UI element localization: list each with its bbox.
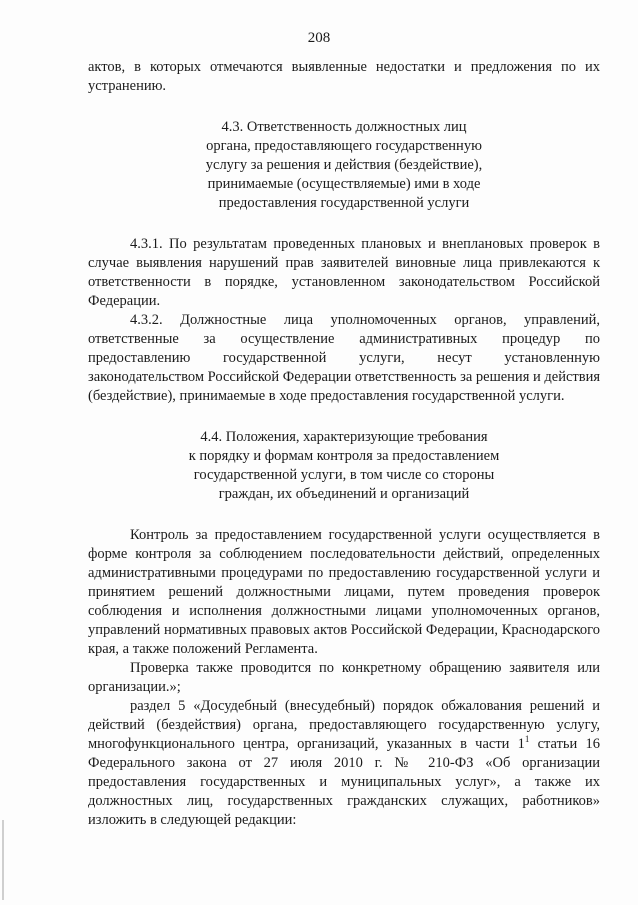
section-heading-4-3 — [88, 118, 600, 213]
heading-line: принимаемые (осуществляемые) ими в ходе — [207, 176, 481, 192]
section-5-text-a: раздел 5 «Досудебный (внесудебный) порядок обжалования решений и действий (бездействия) органа, предоставляющего государственную услугу, многофункционального центра, организаций, указанных в части 1 — [88, 698, 600, 752]
heading-line: предоставления государственной услуги — [218, 195, 470, 211]
paragraph-control: Контроль за предоставлением государственной услуги осуществляется в форме контроля за соблюдением последовательности действий, определенных административными процедурами по предоставлению государственной услуги и принятием решений должностными лицами, путем проведения проверок соблюдения и исполнения должностными лицами уполномоченных органов, управлений нормативных правовых актов Российской Федерации, Краснодарского края, а также положений Регламента. — [88, 527, 600, 657]
paragraph-continuation: актов, в которых отмечаются выявленные недостатки и предложения по их устранению. — [88, 59, 600, 94]
page-content — [88, 58, 600, 830]
paragraph-4-3-2: 4.3.2. Должностные лица уполномоченных органов, управлений, ответственные за осуществление административных процедур по предоставлению государственной услуги, несут установленную законодательством Российской Федерации ответственность за решения и действия (бездействие), принимаемые в ходе предоставления государственной услуги. — [88, 312, 600, 404]
paragraph-4-3-1: 4.3.1. По результатам проведенных плановых и внеплановых проверок в случае выявления нарушений прав заявителей виновные лица привлекаются к ответственности в порядке, установленном законодательством Российской Федерации. — [88, 236, 600, 309]
heading-line: органа, предоставляющего государственную — [206, 138, 482, 154]
page-number: 208 — [307, 30, 331, 46]
paragraph-check: Проверка также проводится по конкретному обращению заявителя или организации.»; — [88, 660, 600, 695]
heading-line: услугу за решения и действия (бездействие), — [205, 157, 483, 173]
scan-edge-mark — [2, 820, 4, 900]
heading-line: 4.4. Положения, характеризующие требования — [200, 429, 488, 445]
paragraph-section-5 — [88, 697, 600, 830]
superscript-1: 1 — [524, 734, 530, 745]
heading-line: государственной услуги, в том числе со стороны — [193, 467, 495, 483]
heading-line: к порядку и формам контроля за предоставлением — [188, 448, 500, 464]
section-heading-4-4 — [88, 428, 600, 504]
section-5-text-b: статьи 16 Федерального закона от 27 июля 2010 г. № 210-ФЗ «Об организации предоставления государственных и муниципальных услуг», а также их должностных лиц, государственных гражданских служащих, работников» изложить в следующей редакции: — [88, 736, 600, 828]
heading-line: граждан, их объединений и организаций — [218, 486, 470, 502]
heading-line: 4.3. Ответственность должностных лиц — [221, 119, 467, 135]
